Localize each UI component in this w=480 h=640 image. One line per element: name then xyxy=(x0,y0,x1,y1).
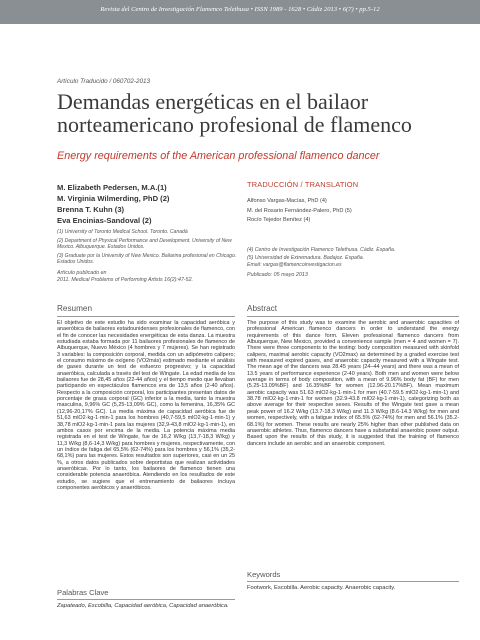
palabras-divider xyxy=(57,599,235,600)
keywords-heading: Keywords xyxy=(247,570,281,579)
resumen-heading: Resumen xyxy=(57,304,93,313)
translator-affiliation: (4) Centro de Investigación Flamenco Telethusa. Cádiz. España. xyxy=(247,247,396,253)
translator: Rocío Tejedor Benítez (4) xyxy=(247,217,311,223)
translator: M. del Rosario Fernández-Palero, PhD (5) xyxy=(247,207,352,214)
publication-line: 2011. Medical Problems of Performing Artists 16(2):47-52. xyxy=(57,276,194,283)
keywords-text: Footwork, Escobilla. Aerobic capacity. Anaerobic capacity. xyxy=(247,585,396,591)
affiliation: (2) Department of Physical Performance and Development. University of New Mexico. Albuquerque. Estados Unidos. xyxy=(57,237,232,251)
published-date: Publicado: 05 mayo 2013 xyxy=(247,272,308,278)
article-title-english: Energy requirements of the American professional flamenco dancer xyxy=(57,150,380,162)
author-affiliations xyxy=(57,229,237,268)
affiliation: (3) Graduate por la University of New Mexico. Bailarina profesional en Chicago. Estados Unidos. xyxy=(57,252,237,266)
translator: Alfonso Vargas-Macías, PhD (4) xyxy=(247,198,327,204)
translation-heading: TRADUCCIÓN / TRANSLATION xyxy=(247,180,359,189)
abstract-body: The purpose of this study was to examine the aerobic and anaerobic capacities of professional American flamenco dancers in order to understand the energy requirements of this dance form. Eleven professional flamenco dancers from Albuquerque, New Mexico, provided a convenience sample (men = 4 and women = 7). There were three components to the testing: body composition measured with skinfold calipers, maximal aerobic capacity (VO2max) as determined by a graded exercise test with measured expired gases, and anaerobic capacity measured with a Wingate test. The mean age of the dancers was 28.45 years (24–44 years) and there was a mean of 13.5 years of performance experience (2-40 years). Both men and women were below average in terms of body composition, with a mean of 9.96% body fat (BF) for men (5.25-13.09%BF) and 16.35%BF for women (12.96-20.17%BF). Mean maximum aerobic capacity was 51.63 mlO2·kg-1·min-1 for men (40.7-59.5 mlO2·kg-1·min-1) and 38.78 mlO2·kg-1·min-1 for women (32.9-43.8 mlO2·kg-1·min-1), categorizing both as above average for their respective sexes. Results of the Wingate test gave a mean peak power of 16.2 W/kg (13.7-18.3 W/kg) and 11.3 W/kg (8.6-14.3 W/kg) for men and women, respectively, with a fatigue index of 65.5% (62-74%) for men and 56.1% (35.2-68.1%) for women. These results are nearly 25% higher than other published data on anaerobic athletes. Thus, flamenco dancers have a substantial anaerobic power output. Based upon the results of this study, it is suggested that the training of flamenco dancers include an aerobic and an anaerobic component. xyxy=(247,320,459,447)
author: M. Elizabeth Pedersen, M.A.(1) xyxy=(57,183,167,192)
palabras-clave-text: Zapateado, Escobilla, Capacidad aeróbica, Capacidad anaeróbica. xyxy=(57,603,229,609)
translator-email: Email: vargas@flamencoinvestigacion.es xyxy=(247,262,342,269)
journal-running-header: Revista del Centro de Investigación Flamenco Telethusa • ISSN 1989 - 1628 • Cádiz 2013 • 6(7) • pp.5-12 xyxy=(100,6,380,13)
translator-affiliation: (5) Universidad de Extremadura. Badajoz. España. xyxy=(247,254,365,261)
article-title-spanish xyxy=(57,90,457,136)
article-tag: Artículo Traducido / 060702-2013 xyxy=(57,78,150,85)
publication-line: Artículo publicado en xyxy=(57,270,107,276)
author: Brenna T. Kuhn (3) xyxy=(57,205,125,214)
palabras-clave-heading: Palabras Clave xyxy=(57,588,109,597)
resumen-body: El objetivo de este estudio ha sido examinar la capacidad aeróbica y anaeróbica de bailaores estadounidenses profesionales de flamenco, con el fin de conocer las necesidades energéticas de esta danza. La muestra estudiada estaba formada por 11 bailaores profesionales de flamenco de Albuquerque, Nuevo México (4 hombres y 7 mujeres). Se han registrado 3 variables: la composición corporal, medida con un adipómetro calipero; el consumo máximo de oxígeno (VO2máx) estimado mediante el análisis de gases durante un test de esfuerzo progresivo; y la capacidad anaeróbica, calculada a través del test de Wingate. La edad media de los bailaores fue de 28,45 años (22-44 años) y el tiempo medio que llevaban participando en espectáculos flamencos era de 13,5 años (2-40 años). Respecto a la composición corporal, los participantes presentan datos de porcentaje de grasa corporal (GC) inferior a la media, tanto la muestra masculina, 9,96% GC (5,25-13,09% GC), como la femenina, 16,35% GC (12,96-20,17% GC). La media máxima de capacidad aeróbica fue de 51,63 mlO2·kg-1·min-1 para los hombres (40,7-59,5 mlO2·kg-1·min-1) y 38,78 mlO2·kg-1·min-1 para las mujeres (32,9-43,8 mlO2·kg-1·min-1), en ambos casos por encima de la media. La potencia máxima media registrada en el test de Wingate, fue de 16,2 W/kg (13,7-18,3 W/kg) y 11,3 W/kg (8,6-14,3 W/kg) para hombres y mujeres, respectivamente, con un índice de fatiga del 65,5% (62-74%) para los hombres y 56,1% (35,2-68,1%) para las mujeres. Estos resultados son superiores, casi en un 25 %, a otros datos publicados sobre deportistas que realizan actividades anaeróbicas. Por lo tanto, los bailaores de flamenco tienen una considerable potencia anaeróbica. Atendiendo en los resultados de este estudio, se sugiere que el entrenamiento de bailaores incluya componentes aeróbicos y anaeróbicos. xyxy=(57,320,235,491)
author-list xyxy=(57,182,237,226)
abstract-divider xyxy=(247,316,459,317)
author: Eva Encinias-Sandoval (2) xyxy=(57,216,152,225)
translator-list xyxy=(247,197,457,226)
title-line-2: norteamericano profesional de flamenco xyxy=(57,112,412,137)
title-line-1: Demandas energéticas en el bailaor xyxy=(57,89,369,114)
keywords-divider xyxy=(247,581,459,582)
abstract-heading: Abstract xyxy=(247,304,278,313)
original-publication-info xyxy=(57,270,237,284)
resumen-divider xyxy=(57,316,235,317)
author: M. Virginia Wilmerding, PhD (2) xyxy=(57,194,170,203)
affiliation: (1) University of Toronto Medical School. Toronto. Canadá xyxy=(57,229,188,235)
translator-affiliations xyxy=(247,247,457,270)
